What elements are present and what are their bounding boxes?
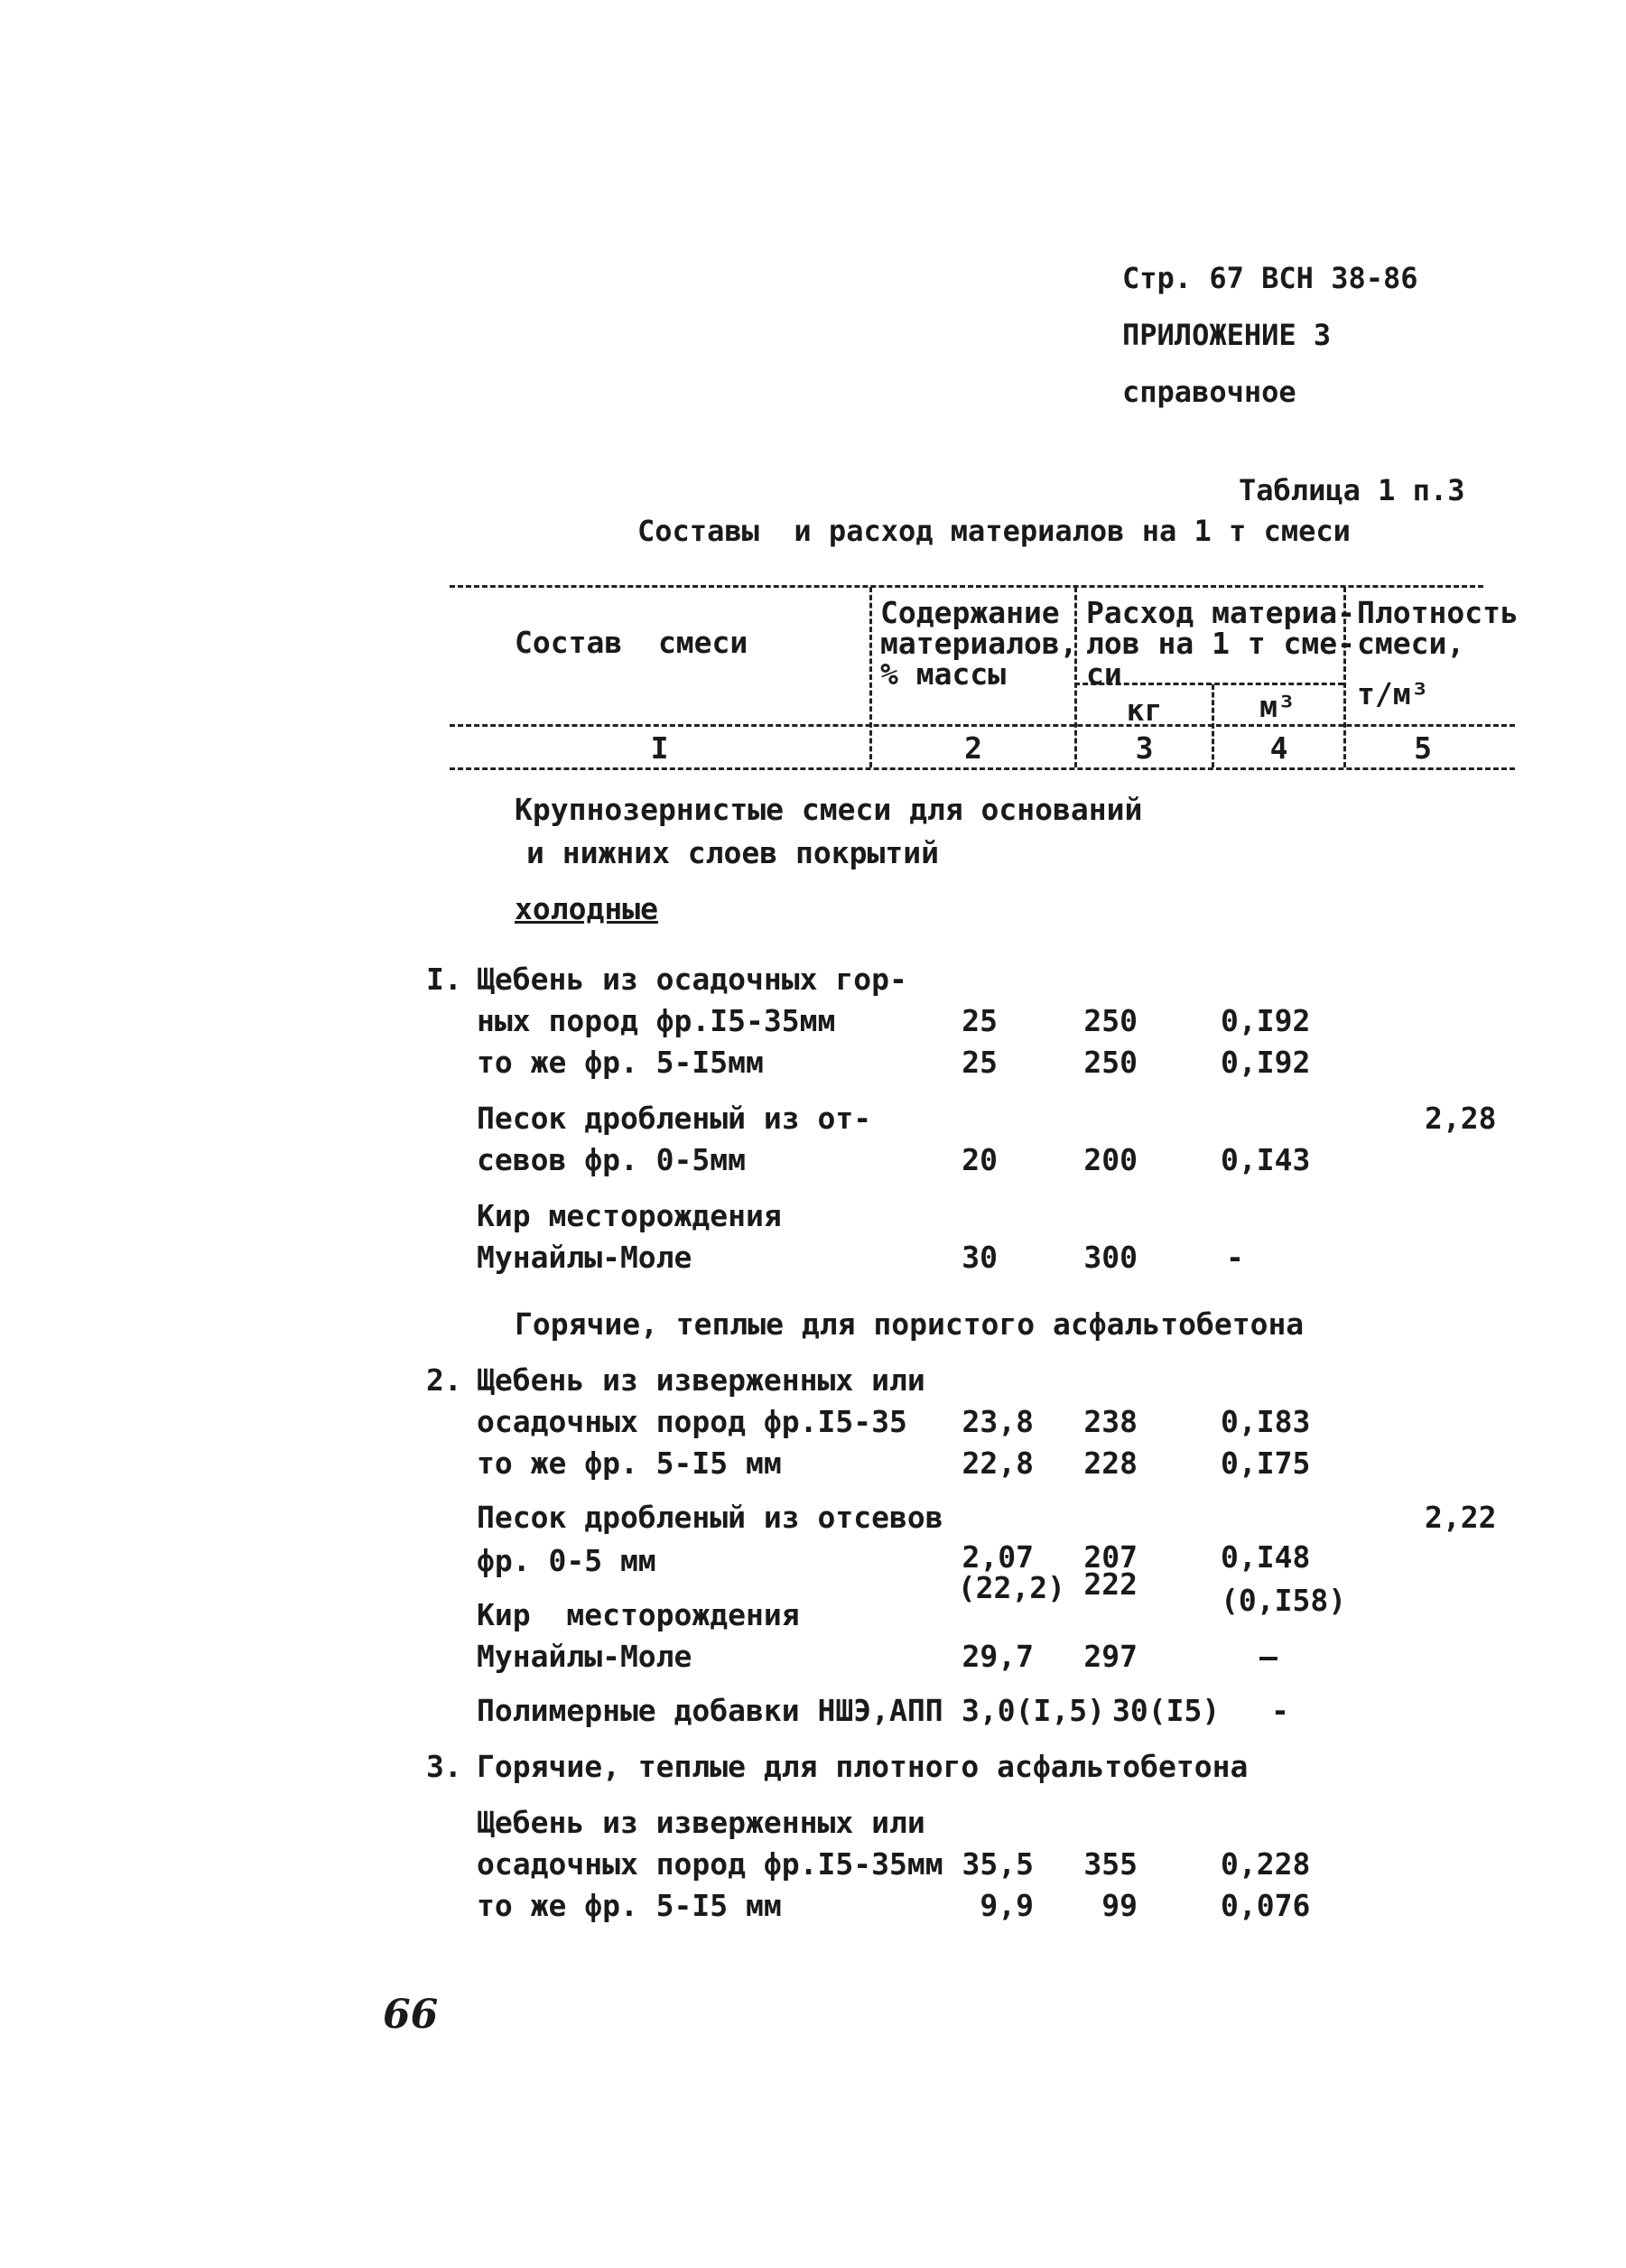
section2-density: 2,22 — [1425, 1500, 1497, 1535]
table-cell-kg: 222 — [1083, 1566, 1138, 1602]
table-row: Щебень из осадочных гор- — [477, 962, 907, 997]
col-header-composition: Состав смеси — [515, 625, 748, 660]
header-mid-rule — [450, 724, 1515, 727]
table-cell-m3: 0,076 — [1221, 1888, 1311, 1923]
table-title: Составы и расход материалов на 1 т смеси — [637, 514, 1351, 548]
section2-item-number: 2. — [426, 1362, 462, 1398]
table-row: ных пород фр.I5-35мм — [477, 1003, 836, 1038]
table-top-rule — [450, 585, 1483, 588]
table-cell-kg: 238 — [1083, 1404, 1138, 1439]
page-number: 66 — [383, 1992, 439, 2038]
col-header-consumption-2: лов на 1 т сме- — [1086, 626, 1356, 661]
table-cell-pct: 25 — [962, 1045, 998, 1080]
table-cell-kg: 200 — [1083, 1142, 1138, 1177]
table-cell-kg: 228 — [1083, 1445, 1138, 1481]
section1-item-number: I. — [426, 962, 462, 997]
table-row: то же фр. 5-I5 мм — [477, 1445, 782, 1481]
appendix-note: справочное — [1122, 375, 1296, 409]
table-label: Таблица 1 п.3 — [1239, 473, 1465, 507]
table-cell-pct: 3,0(I,5) — [962, 1693, 1105, 1728]
section3-item-number: 3. — [426, 1749, 462, 1784]
table-cell-pct: 23,8 — [962, 1404, 1034, 1439]
section1-title-line2: и нижних слоев покрытий — [526, 835, 939, 870]
table-row: Щебень из изверженных или — [477, 1362, 925, 1398]
table-cell-m3: 0,I75 — [1221, 1445, 1311, 1481]
table-row: то же фр. 5-I5 мм — [477, 1888, 782, 1923]
section1-subtitle: холодные — [515, 891, 658, 926]
table-cell-m3: 0,I83 — [1221, 1404, 1311, 1439]
header-bottom-rule — [450, 767, 1515, 770]
table-cell-m3: 0,I92 — [1221, 1045, 1311, 1080]
table-cell-kg: 300 — [1083, 1240, 1138, 1275]
table-row: Песок дробленый из от- — [477, 1101, 872, 1136]
table-cell-kg: 297 — [1083, 1639, 1138, 1674]
table-cell-kg: 99 — [1101, 1888, 1138, 1923]
table-cell-kg: 250 — [1083, 1045, 1138, 1080]
table-cell-pct: 25 — [962, 1003, 998, 1038]
col-number-1: I — [650, 730, 669, 766]
col-number-5: 5 — [1414, 730, 1432, 766]
table-cell-m3: 0,I43 — [1221, 1142, 1311, 1177]
table-row: то же фр. 5-I5мм — [477, 1045, 764, 1080]
section3-title: Горячие, теплые для плотного асфальтобетона — [477, 1749, 1249, 1784]
col-header-density-3: т/м³ — [1357, 676, 1429, 711]
table-cell-m3: — — [1259, 1639, 1278, 1674]
table-cell-pct: 29,7 — [962, 1639, 1034, 1674]
table-cell-pct: 35,5 — [962, 1846, 1034, 1882]
table-row: Песок дробленый из отсевов — [477, 1500, 943, 1535]
table-cell-m3: 0,I92 — [1221, 1003, 1311, 1038]
table-cell-m3: - — [1271, 1693, 1289, 1728]
table-row: севов фр. 0-5мм — [477, 1142, 747, 1177]
table-cell-m3: - — [1226, 1240, 1244, 1275]
col-header-content-3: % массы — [880, 656, 1007, 692]
table-cell-m3: (0,I58) — [1221, 1583, 1347, 1618]
table-row: фр. 0-5 мм — [477, 1543, 656, 1578]
table-row: Мунайлы-Моле — [477, 1639, 692, 1674]
table-cell-kg: 30(I5) — [1112, 1693, 1221, 1728]
section2-title: Горячие, теплые для пористого асфальтобетона — [515, 1306, 1305, 1342]
col-number-2: 2 — [964, 730, 982, 766]
col-header-density-2: смеси, — [1357, 626, 1465, 661]
col-header-content-2: материалов, — [880, 626, 1078, 661]
col-header-m3: м³ — [1259, 689, 1296, 724]
section1-density: 2,28 — [1425, 1101, 1497, 1136]
table-row: Полимерные добавки НШЭ,АПП — [477, 1693, 943, 1728]
table-cell-kg: 355 — [1083, 1846, 1138, 1882]
table-cell-pct: 20 — [962, 1142, 998, 1177]
table-cell-m3: 0,I48 — [1221, 1539, 1311, 1575]
table-cell-pct: 30 — [962, 1240, 998, 1275]
table-row: Кир месторождения — [477, 1597, 800, 1632]
col-number-3: 3 — [1135, 730, 1154, 766]
col-header-consumption-1: Расход материа- — [1086, 595, 1356, 630]
table-cell-kg: 250 — [1083, 1003, 1138, 1038]
table-cell-pct: (22,2) — [957, 1570, 1065, 1605]
table-row: Мунайлы-Моле — [477, 1240, 692, 1275]
section1-title-line1: Крупнозернистые смеси для оснований — [515, 792, 1143, 827]
appendix-label: ПРИЛОЖЕНИЕ 3 — [1122, 318, 1332, 352]
table-cell-kg: 207 — [1083, 1539, 1138, 1575]
table-row: осадочных пород фр.I5-35мм — [477, 1846, 943, 1882]
table-row: Кир месторождения — [477, 1198, 782, 1233]
table-row: Щебень из изверженных или — [477, 1805, 925, 1840]
col-header-density-1: Плотность — [1357, 595, 1519, 630]
col-header-content-1: Содержание — [880, 595, 1060, 630]
col-number-4: 4 — [1269, 730, 1288, 766]
table-cell-m3: 0,228 — [1221, 1846, 1311, 1882]
table-row: осадочных пород фр.I5-35 — [477, 1404, 907, 1439]
page-reference: Стр. 67 ВСН 38-86 — [1122, 261, 1418, 295]
col-header-kg: кг — [1126, 692, 1163, 728]
table-cell-pct: 9,9 — [980, 1888, 1034, 1923]
table-cell-pct: 22,8 — [962, 1445, 1034, 1481]
table-cell-pct: 2,07 — [962, 1539, 1034, 1575]
col-header-consumption-3: си — [1086, 656, 1122, 692]
